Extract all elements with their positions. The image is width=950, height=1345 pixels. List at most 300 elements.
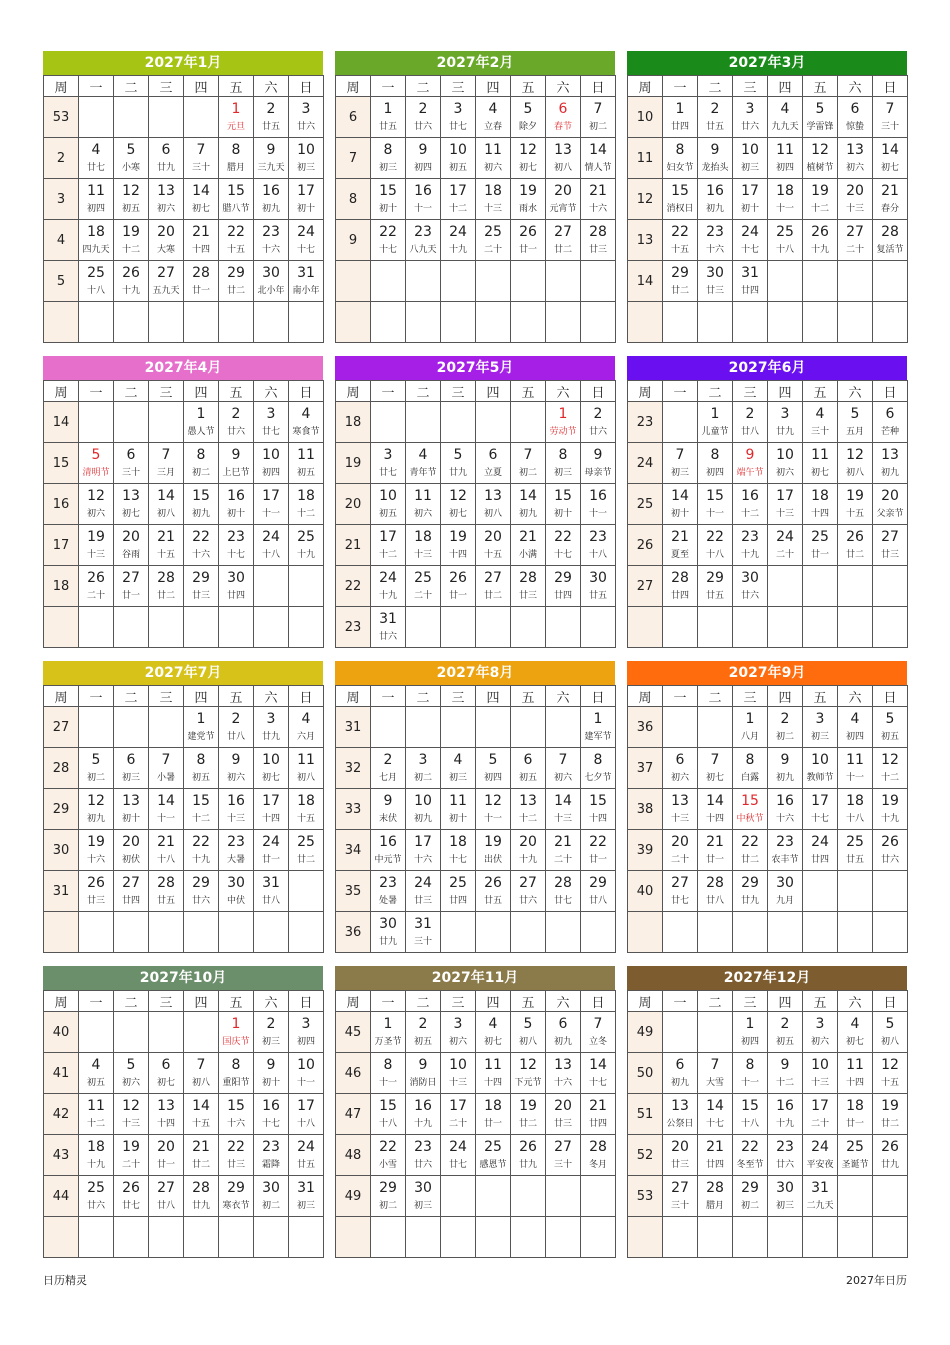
lunar-label: 十一 xyxy=(740,1078,759,1088)
day-number: 19 xyxy=(449,529,467,545)
day-number: 27 xyxy=(881,529,899,545)
lunar-label: 二九天 xyxy=(806,1201,834,1211)
day-number: 11 xyxy=(87,183,105,199)
day-number: 14 xyxy=(157,488,175,504)
lunar-label: 廿三 xyxy=(705,286,724,296)
lunar-label: 末伏 xyxy=(378,814,397,824)
lunar-label: 十九 xyxy=(378,591,397,601)
week-row xyxy=(336,402,616,443)
day-cell xyxy=(406,748,441,789)
day-cell xyxy=(663,443,698,484)
day-cell xyxy=(511,789,546,830)
day-cell xyxy=(838,484,873,525)
day-cell xyxy=(546,871,581,912)
lunar-label: 十八 xyxy=(705,550,724,560)
day-number: 1 xyxy=(745,1016,755,1032)
day-cell xyxy=(581,1012,616,1053)
lunar-label: 初九 xyxy=(86,814,105,824)
empty-day-cell xyxy=(289,566,324,607)
day-cell xyxy=(441,871,476,912)
week-row xyxy=(336,1217,616,1258)
day-number: 4 xyxy=(91,142,101,158)
day-cell xyxy=(546,748,581,789)
week-row xyxy=(336,748,616,789)
day-cell xyxy=(441,1012,476,1053)
day-number: 28 xyxy=(519,570,537,586)
day-number: 19 xyxy=(122,1139,140,1155)
day-number: 1 xyxy=(593,711,603,727)
lunar-label: 廿一 xyxy=(483,1119,502,1129)
day-cell xyxy=(663,220,698,261)
day-cell xyxy=(114,261,149,302)
day-cell xyxy=(698,789,733,830)
day-cell xyxy=(768,707,803,748)
day-cell xyxy=(254,830,289,871)
week-row xyxy=(628,525,908,566)
empty-day-cell xyxy=(149,302,184,343)
empty-day-cell xyxy=(441,1176,476,1217)
lunar-label: 十六 xyxy=(588,204,607,214)
lunar-label: 十八 xyxy=(588,550,607,560)
day-number: 1 xyxy=(383,101,393,117)
lunar-label: 十九 xyxy=(121,286,140,296)
day-cell xyxy=(371,830,406,871)
day-cell xyxy=(581,1053,616,1094)
lunar-label: 元宵节 xyxy=(549,204,577,214)
day-number: 24 xyxy=(811,1139,829,1155)
lunar-label: 清明节 xyxy=(82,468,110,478)
week-row xyxy=(336,1094,616,1135)
day-number: 28 xyxy=(589,224,607,240)
weekday-header: 六 xyxy=(546,381,581,402)
empty-day-cell xyxy=(149,402,184,443)
day-number: 27 xyxy=(519,875,537,891)
lunar-label: 初四 xyxy=(261,468,280,478)
lunar-label: 廿四 xyxy=(810,855,829,865)
day-cell xyxy=(733,220,768,261)
day-number: 11 xyxy=(297,752,315,768)
day-number: 28 xyxy=(192,1180,210,1196)
day-cell xyxy=(184,871,219,912)
day-number: 30 xyxy=(414,1180,432,1196)
day-number: 6 xyxy=(675,752,685,768)
day-cell xyxy=(371,748,406,789)
day-cell xyxy=(803,789,838,830)
day-number: 16 xyxy=(776,793,794,809)
lunar-label: 十七 xyxy=(261,1119,280,1129)
day-number: 4 xyxy=(488,1016,498,1032)
day-cell xyxy=(371,871,406,912)
day-cell xyxy=(698,830,733,871)
empty-day-cell xyxy=(511,607,546,648)
lunar-label: 初九 xyxy=(261,204,280,214)
day-number: 23 xyxy=(414,224,432,240)
lunar-label: 十四 xyxy=(588,814,607,824)
lunar-label: 初十 xyxy=(740,204,759,214)
day-cell xyxy=(546,220,581,261)
week-row xyxy=(336,1176,616,1217)
lunar-label: 初四 xyxy=(705,468,724,478)
weekday-header: 二 xyxy=(406,686,441,707)
empty-day-cell xyxy=(441,1217,476,1258)
lunar-label: 初六 xyxy=(810,1037,829,1047)
lunar-label: 中秋节 xyxy=(736,814,764,824)
day-cell xyxy=(698,1135,733,1176)
week-number: 23 xyxy=(336,607,371,648)
day-cell xyxy=(803,1176,838,1217)
day-cell xyxy=(698,220,733,261)
lunar-label: 冬月 xyxy=(588,1160,607,1170)
day-number: 5 xyxy=(850,406,860,422)
day-cell xyxy=(149,566,184,607)
day-cell xyxy=(114,1053,149,1094)
day-number: 27 xyxy=(846,224,864,240)
lunar-label: 初八 xyxy=(296,773,315,783)
day-number: 10 xyxy=(449,142,467,158)
day-number: 1 xyxy=(745,711,755,727)
day-number: 18 xyxy=(484,183,502,199)
weekday-header: 三 xyxy=(441,686,476,707)
weekday-header: 一 xyxy=(663,76,698,97)
weekday-header: 一 xyxy=(79,76,114,97)
day-cell xyxy=(219,566,254,607)
day-cell xyxy=(149,830,184,871)
day-cell xyxy=(149,261,184,302)
day-number: 18 xyxy=(87,1139,105,1155)
lunar-label: 初五 xyxy=(191,773,210,783)
lunar-label: 十四 xyxy=(845,1078,864,1088)
lunar-label: 初九 xyxy=(518,509,537,519)
lunar-label: 大暑 xyxy=(226,855,245,865)
weekday-header: 六 xyxy=(254,381,289,402)
day-cell xyxy=(184,566,219,607)
day-number: 1 xyxy=(231,101,241,117)
day-cell xyxy=(79,220,114,261)
day-cell xyxy=(733,1176,768,1217)
empty-day-cell xyxy=(289,912,324,953)
lunar-label: 二十 xyxy=(810,1119,829,1129)
lunar-label: 腊八节 xyxy=(222,204,250,214)
lunar-label: 八九天 xyxy=(409,245,437,255)
day-number: 26 xyxy=(881,834,899,850)
week-row xyxy=(44,1135,324,1176)
weekday-header: 四 xyxy=(768,381,803,402)
lunar-label: 重阳节 xyxy=(222,1078,250,1088)
week-number xyxy=(628,1217,663,1258)
day-cell xyxy=(873,1053,908,1094)
weekday-header: 四 xyxy=(184,686,219,707)
day-cell xyxy=(289,179,324,220)
day-cell xyxy=(114,789,149,830)
day-number: 29 xyxy=(192,570,210,586)
lunar-label: 初三 xyxy=(670,468,689,478)
lunar-label: 十六 xyxy=(86,855,105,865)
weekday-header: 六 xyxy=(838,381,873,402)
day-cell xyxy=(254,138,289,179)
day-cell xyxy=(838,789,873,830)
day-cell xyxy=(698,748,733,789)
weekday-header: 三 xyxy=(149,686,184,707)
day-number: 25 xyxy=(484,1139,502,1155)
weekday-header: 一 xyxy=(371,686,406,707)
empty-day-cell xyxy=(476,1217,511,1258)
week-row xyxy=(44,607,324,648)
lunar-label: 廿七 xyxy=(86,163,105,173)
week-row xyxy=(628,1217,908,1258)
day-cell xyxy=(768,97,803,138)
day-number: 28 xyxy=(157,875,175,891)
lunar-label: 廿六 xyxy=(191,896,210,906)
lunar-label: 初六 xyxy=(226,773,245,783)
lunar-label: 初七 xyxy=(191,204,210,214)
lunar-label: 初三 xyxy=(296,163,315,173)
lunar-label: 十九 xyxy=(880,814,899,824)
weekday-header: 三 xyxy=(441,381,476,402)
day-number: 12 xyxy=(881,1057,899,1073)
empty-day-cell xyxy=(838,607,873,648)
day-cell xyxy=(149,748,184,789)
lunar-label: 初八 xyxy=(553,163,572,173)
week-number: 49 xyxy=(336,1176,371,1217)
day-cell xyxy=(184,1176,219,1217)
empty-day-cell xyxy=(803,912,838,953)
day-cell xyxy=(581,138,616,179)
day-number: 13 xyxy=(671,793,689,809)
weekday-header: 二 xyxy=(406,381,441,402)
day-cell xyxy=(79,1135,114,1176)
day-number: 13 xyxy=(554,142,572,158)
week-row xyxy=(336,484,616,525)
day-cell xyxy=(476,789,511,830)
day-cell xyxy=(768,1135,803,1176)
day-number: 2 xyxy=(266,1016,276,1032)
day-number: 3 xyxy=(418,752,428,768)
day-number: 17 xyxy=(262,488,280,504)
day-number: 21 xyxy=(192,1139,210,1155)
day-cell xyxy=(149,179,184,220)
lunar-label: 十九 xyxy=(740,550,759,560)
empty-day-cell xyxy=(873,1176,908,1217)
lunar-label: 初四 xyxy=(845,732,864,742)
day-cell xyxy=(219,138,254,179)
lunar-label: 二十 xyxy=(775,550,794,560)
day-number: 20 xyxy=(157,1139,175,1155)
day-number: 15 xyxy=(379,183,397,199)
day-number: 12 xyxy=(811,142,829,158)
day-number: 6 xyxy=(558,1016,568,1032)
day-number: 27 xyxy=(671,875,689,891)
day-number: 10 xyxy=(811,752,829,768)
week-number xyxy=(44,302,79,343)
day-cell xyxy=(768,179,803,220)
day-cell xyxy=(371,607,406,648)
day-number: 13 xyxy=(554,1057,572,1073)
day-number: 25 xyxy=(846,834,864,850)
lunar-label: 廿六 xyxy=(880,855,899,865)
day-cell xyxy=(511,1094,546,1135)
day-cell xyxy=(803,1135,838,1176)
day-number: 19 xyxy=(484,834,502,850)
day-number: 21 xyxy=(519,529,537,545)
day-cell xyxy=(406,97,441,138)
week-number: 43 xyxy=(44,1135,79,1176)
day-cell xyxy=(581,443,616,484)
lunar-label: 廿一 xyxy=(705,855,724,865)
empty-day-cell xyxy=(254,607,289,648)
day-number: 24 xyxy=(449,1139,467,1155)
week-row xyxy=(44,220,324,261)
lunar-label: 感恩节 xyxy=(479,1160,507,1170)
day-number: 11 xyxy=(414,488,432,504)
day-number: 25 xyxy=(484,224,502,240)
day-number: 20 xyxy=(881,488,899,504)
week-row xyxy=(628,484,908,525)
day-number: 20 xyxy=(671,834,689,850)
day-cell xyxy=(289,484,324,525)
lunar-label: 十七 xyxy=(553,550,572,560)
lunar-label: 复活节 xyxy=(876,245,904,255)
lunar-label: 廿八 xyxy=(156,1201,175,1211)
day-number: 1 xyxy=(231,1016,241,1032)
lunar-label: 十九 xyxy=(775,1119,794,1129)
lunar-label: 廿五 xyxy=(378,122,397,132)
lunar-label: 十七 xyxy=(378,245,397,255)
lunar-label: 初七 xyxy=(880,163,899,173)
lunar-label: 十八 xyxy=(378,1119,397,1129)
day-number: 23 xyxy=(776,1139,794,1155)
day-number: 5 xyxy=(126,1057,136,1073)
day-cell xyxy=(546,1094,581,1135)
day-cell xyxy=(698,1094,733,1135)
lunar-label: 十三 xyxy=(413,550,432,560)
lunar-label: 十二 xyxy=(378,550,397,560)
day-number: 5 xyxy=(126,142,136,158)
day-cell xyxy=(441,566,476,607)
lunar-label: 大寒 xyxy=(156,245,175,255)
lunar-label: 廿一 xyxy=(261,855,280,865)
day-cell xyxy=(663,97,698,138)
day-number: 18 xyxy=(414,529,432,545)
day-cell xyxy=(838,1012,873,1053)
empty-day-cell xyxy=(581,261,616,302)
day-number: 9 xyxy=(266,1057,276,1073)
weekday-header: 二 xyxy=(698,381,733,402)
lunar-label: 初六 xyxy=(448,1037,467,1047)
day-number: 22 xyxy=(741,834,759,850)
day-cell xyxy=(371,1053,406,1094)
day-number: 19 xyxy=(846,488,864,504)
day-cell xyxy=(476,1094,511,1135)
empty-day-cell xyxy=(511,302,546,343)
weekday-header: 六 xyxy=(546,76,581,97)
week-row xyxy=(336,525,616,566)
weekday-header: 四 xyxy=(476,76,511,97)
day-number: 30 xyxy=(589,570,607,586)
day-number: 11 xyxy=(449,793,467,809)
lunar-label: 廿九 xyxy=(880,1160,899,1170)
lunar-label: 五九天 xyxy=(152,286,180,296)
lunar-label: 初二 xyxy=(518,468,537,478)
day-number: 15 xyxy=(706,488,724,504)
day-cell xyxy=(219,261,254,302)
day-cell xyxy=(371,525,406,566)
lunar-label: 三十 xyxy=(191,163,210,173)
lunar-label: 十九 xyxy=(448,245,467,255)
week-row xyxy=(628,1135,908,1176)
day-number: 4 xyxy=(91,1057,101,1073)
lunar-label: 十七 xyxy=(296,245,315,255)
lunar-label: 初三 xyxy=(413,1201,432,1211)
day-number: 10 xyxy=(741,142,759,158)
lunar-label: 廿五 xyxy=(588,591,607,601)
day-number: 13 xyxy=(846,142,864,158)
day-cell xyxy=(511,871,546,912)
day-number: 24 xyxy=(379,570,397,586)
day-number: 28 xyxy=(881,224,899,240)
lunar-label: 初八 xyxy=(191,1078,210,1088)
day-cell xyxy=(546,1012,581,1053)
lunar-label: 南小年 xyxy=(292,286,320,296)
day-cell xyxy=(406,138,441,179)
day-number: 15 xyxy=(227,1098,245,1114)
weekday-header: 四 xyxy=(476,381,511,402)
week-number: 14 xyxy=(44,402,79,443)
week-row xyxy=(628,1094,908,1135)
lunar-label: 初九 xyxy=(553,1037,572,1047)
day-cell xyxy=(254,1176,289,1217)
empty-day-cell xyxy=(698,912,733,953)
day-number: 20 xyxy=(122,529,140,545)
lunar-label: 廿八 xyxy=(588,896,607,906)
week-number: 51 xyxy=(628,1094,663,1135)
day-number: 3 xyxy=(453,101,463,117)
lunar-label: 初五 xyxy=(378,509,397,519)
lunar-label: 二十 xyxy=(448,1119,467,1129)
lunar-label: 廿四 xyxy=(705,1160,724,1170)
day-cell xyxy=(581,97,616,138)
lunar-label: 十一 xyxy=(296,1078,315,1088)
month-calendar xyxy=(43,51,323,343)
lunar-label: 廿九 xyxy=(775,427,794,437)
day-cell xyxy=(114,484,149,525)
weekday-header: 四 xyxy=(184,381,219,402)
day-number: 20 xyxy=(554,1098,572,1114)
lunar-label: 廿三 xyxy=(86,896,105,906)
lunar-label: 初九 xyxy=(705,204,724,214)
empty-day-cell xyxy=(768,1217,803,1258)
weekday-header: 日 xyxy=(289,381,324,402)
lunar-label: 廿二 xyxy=(296,855,315,865)
day-cell xyxy=(581,484,616,525)
day-cell xyxy=(289,138,324,179)
day-number: 22 xyxy=(589,834,607,850)
day-number: 17 xyxy=(297,1098,315,1114)
lunar-label: 初三 xyxy=(296,1201,315,1211)
day-cell xyxy=(698,179,733,220)
weekday-header: 日 xyxy=(873,76,908,97)
empty-day-cell xyxy=(663,1012,698,1053)
empty-day-cell xyxy=(698,607,733,648)
week-row xyxy=(44,484,324,525)
lunar-label: 廿七 xyxy=(448,122,467,132)
day-cell xyxy=(546,830,581,871)
weekday-header: 日 xyxy=(873,381,908,402)
month-grid xyxy=(335,75,616,343)
lunar-label: 初七 xyxy=(845,1037,864,1047)
lunar-label: 十四 xyxy=(156,1119,175,1129)
week-row xyxy=(336,830,616,871)
lunar-label: 十二 xyxy=(296,509,315,519)
